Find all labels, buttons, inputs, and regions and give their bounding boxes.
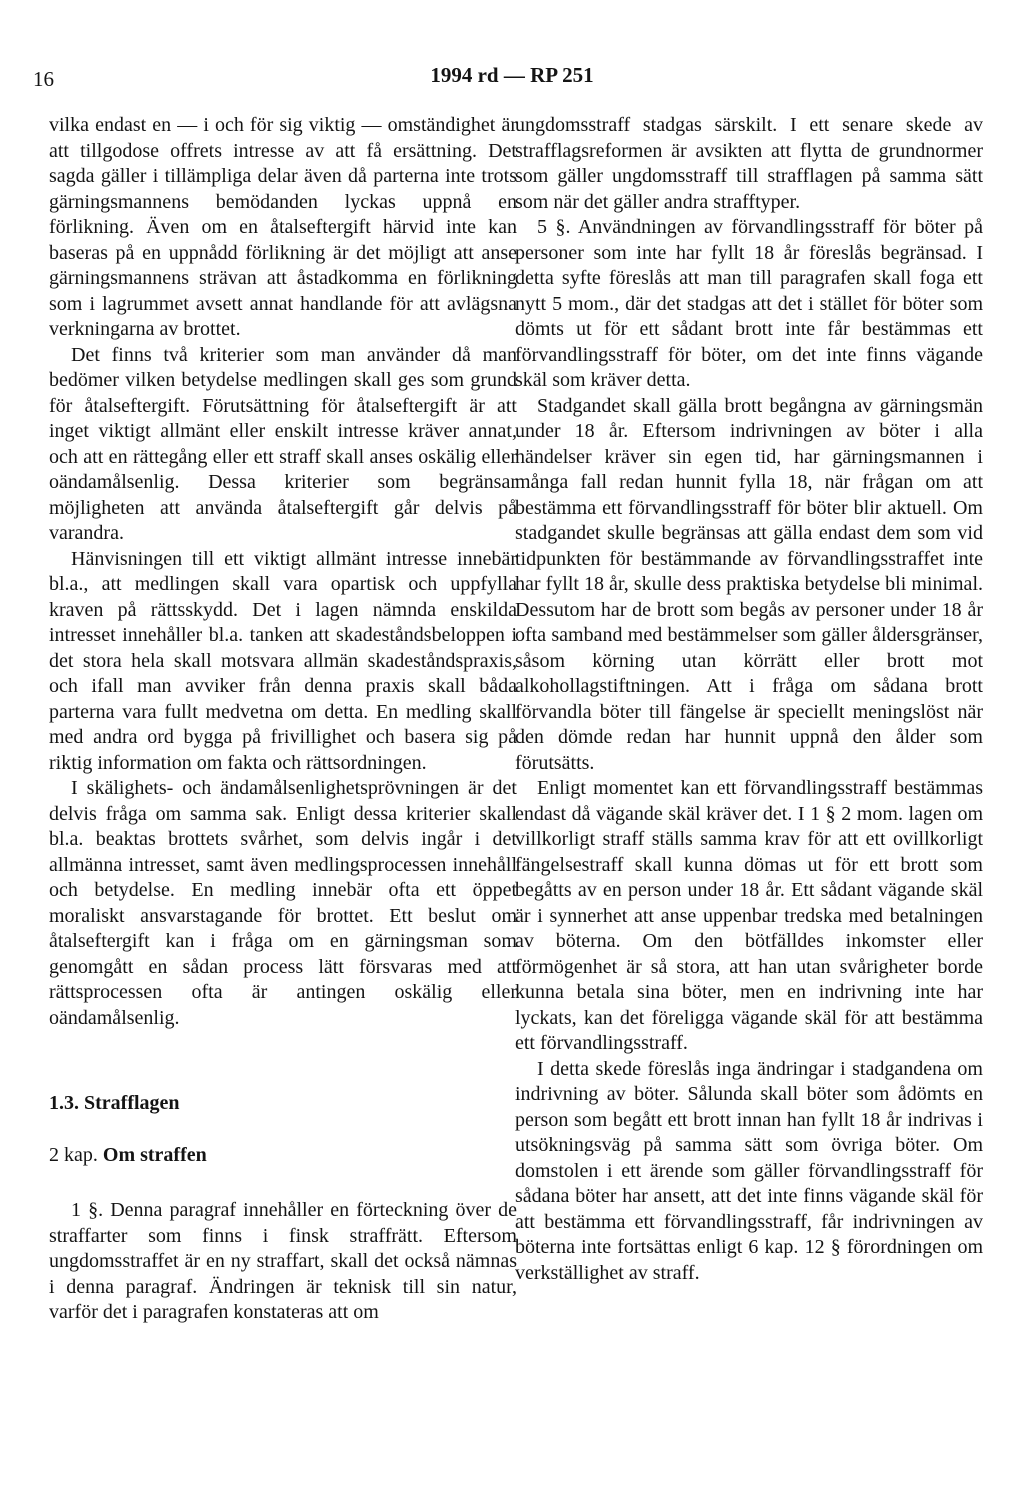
right-column — [515, 113, 983, 1286]
chapter-heading — [49, 1143, 517, 1169]
body-paragraph: Hänvisningen till ett viktigt allmänt intresse innebär bl.a., att medlingen skall vara opartisk och uppfylla kraven på rättsskydd. Det i lagen nämnda enskilda intresset innehåller bl.a. tanken att skadeståndsbeloppen i det stora hela skall motsvara allmän skadeståndspraxis, och ifall man avviker från denna praxis skall båda parterna vara fullt medvetna om detta. En medling skall med andra ord bygga på frivillighet och basera sig på riktig information om fakta och rättsordningen. — [49, 547, 517, 774]
body-paragraph: Stadgandet skall gälla brott begångna av gärningsmän under 18 år. Eftersom indrivningen av böter i alla händelser kräver sin egen tid, har gärningsmannen i många fall redan hunnit fylla 18, när frågan om att bestämma ett förvandlingsstraff för böter blir aktuell. Om stadgandet skulle begränsas att gälla endast dem som vid tidpunkten för bestämmande av förvandlingsstraffet inte har fyllt 18 år, skulle dess praktiska betydelse bli minimal. Dessutom har de brott som begås av personer under 18 år ofta samband med bestämmelser som gäller åldersgränser, såsom körning utan körrätt eller brott mot alkohollagstiftningen. Att i fråga om sådana brott förvandla böter till fängelse är speciellt meningslöst när den dömde redan har hunnit uppnå den ålder som förutsätts. — [515, 394, 983, 774]
chapter-title: Om straffen — [102, 1143, 207, 1166]
body-paragraph: 5 §. Användningen av förvandlingsstraff för böter på personer som inte har fyllt 18 år föreslås begränsad. I detta syfte föreslås att man till paragrafen skall foga ett nytt 5 mom., där det stadgas att det i stället för böter som dömts ut för ett sådant brott inte får bestämmas ett förvandlingsstraff för böter, om det inte finns vägande skäl som kräver detta. — [515, 216, 983, 391]
body-paragraph: Det finns två kriterier som man använder då man bedömer vilken betydelse medlingen skall ges som grund för åtalseftergift. Förutsättning för åtalseftergift är att inget viktigt allmänt eller enskilt intresse kräver annat, och att en rättegång eller ett straff skall anses oskälig eller oändamålsenlig. Dessa kriterier som begränsar möjligheten att använda åtalseftergift går delvis på varandra. — [49, 343, 517, 544]
section-heading: 1.3. Strafflagen — [49, 1092, 180, 1114]
body-paragraph: vilka endast en — i och för sig viktig — omständighet är att tillgodose offrets intresse av att få ersättning. Det sagda gäller i tillämpliga delar även då parterna inte trots gärningsmannens bemödanden lyckas uppnå en förlikning. Även om en åtalseftergift härvid inte kan baseras på en uppnådd förlikning är det möjligt att anse gärningsmannens strävan att åstadkomma en förlikning som i lagrummet avsett annat handlande för att avlägsna verkningarna av brottet. — [49, 114, 517, 340]
body-paragraph: I skälighets- och ändamålsenlighetsprövningen är det delvis fråga om samma sak. Enligt dessa kriterier skall bl.a. beaktas brottets svårhet, som delvis ingår i det allmänna intresset, samt även medlingsprocessen innehåll och betydelse. En medling innebär ofta ett öppet moraliskt ansvarstagande för brottet. Ett beslut om åtalseftergift kan i fråga om en gärningsman som genomgått en sådan process lätt försvaras med att rättsprocessen ofta är antingen oskälig eller oändamålsenlig. — [49, 777, 517, 1029]
body-paragraph: 1 §. Denna paragraf innehåller en förteckning över de straffarter som finns i finsk straffrätt. Eftersom ungdomsstraffet är en ny straffart, skall det också nämnas i denna paragraf. Ändringen är teknisk till sin natur, varför det i paragrafen konstateras att om — [49, 1199, 517, 1323]
body-paragraph: I detta skede föreslås inga ändringar i stadgandena om indrivning av böter. Sålunda skall böter som ådömts en person som begått ett brott innan han fyllt 18 år indrivas i utsökningsväg på samma sätt som övriga böter. Om domstolen i ett ärende som gäller förvandlingsstraff för sådana böter har ansett, att det inte finns vägande skäl för att bestämma ett förvandlingsstraff, får indrivningen av böterna inte fortsättas enligt 6 kap. 12 § förordningen om verkställighet av straff. — [515, 1057, 983, 1284]
left-column — [49, 113, 517, 1326]
running-head: 1994 rd — RP 251 — [430, 63, 594, 87]
body-paragraph: ungdomsstraff stadgas särskilt. I ett senare skede av strafflagsreformen är avsikten att flytta de grundnormer som gäller ungdomsstraff till strafflagen på samma sätt som när det gäller andra strafftyper. — [515, 114, 983, 213]
page-number: 16 — [33, 67, 54, 91]
chapter-number: 2 kap. — [49, 1143, 98, 1166]
body-paragraph: Enligt momentet kan ett förvandlingsstraff bestämmas endast då vägande skäl kräver det. I 1 § 2 mom. lagen om villkorligt straff ställs samma krav för att ett ovillkorligt fängelsestraff skall kunna dömas ut för ett brott som begåtts av en person under 18 år. Ett sådant vägande skäl är i synnerhet att anse uppenbar tredska med betalningen av böterna. Om den bötfälldes inkomster eller förmögenhet är så stora, att han utan svårigheter borde kunna betala sina böter, men en indrivning inte har lyckats, kan det föreligga vägande skäl för att bestämma ett förvandlingsstraff. — [515, 777, 983, 1054]
